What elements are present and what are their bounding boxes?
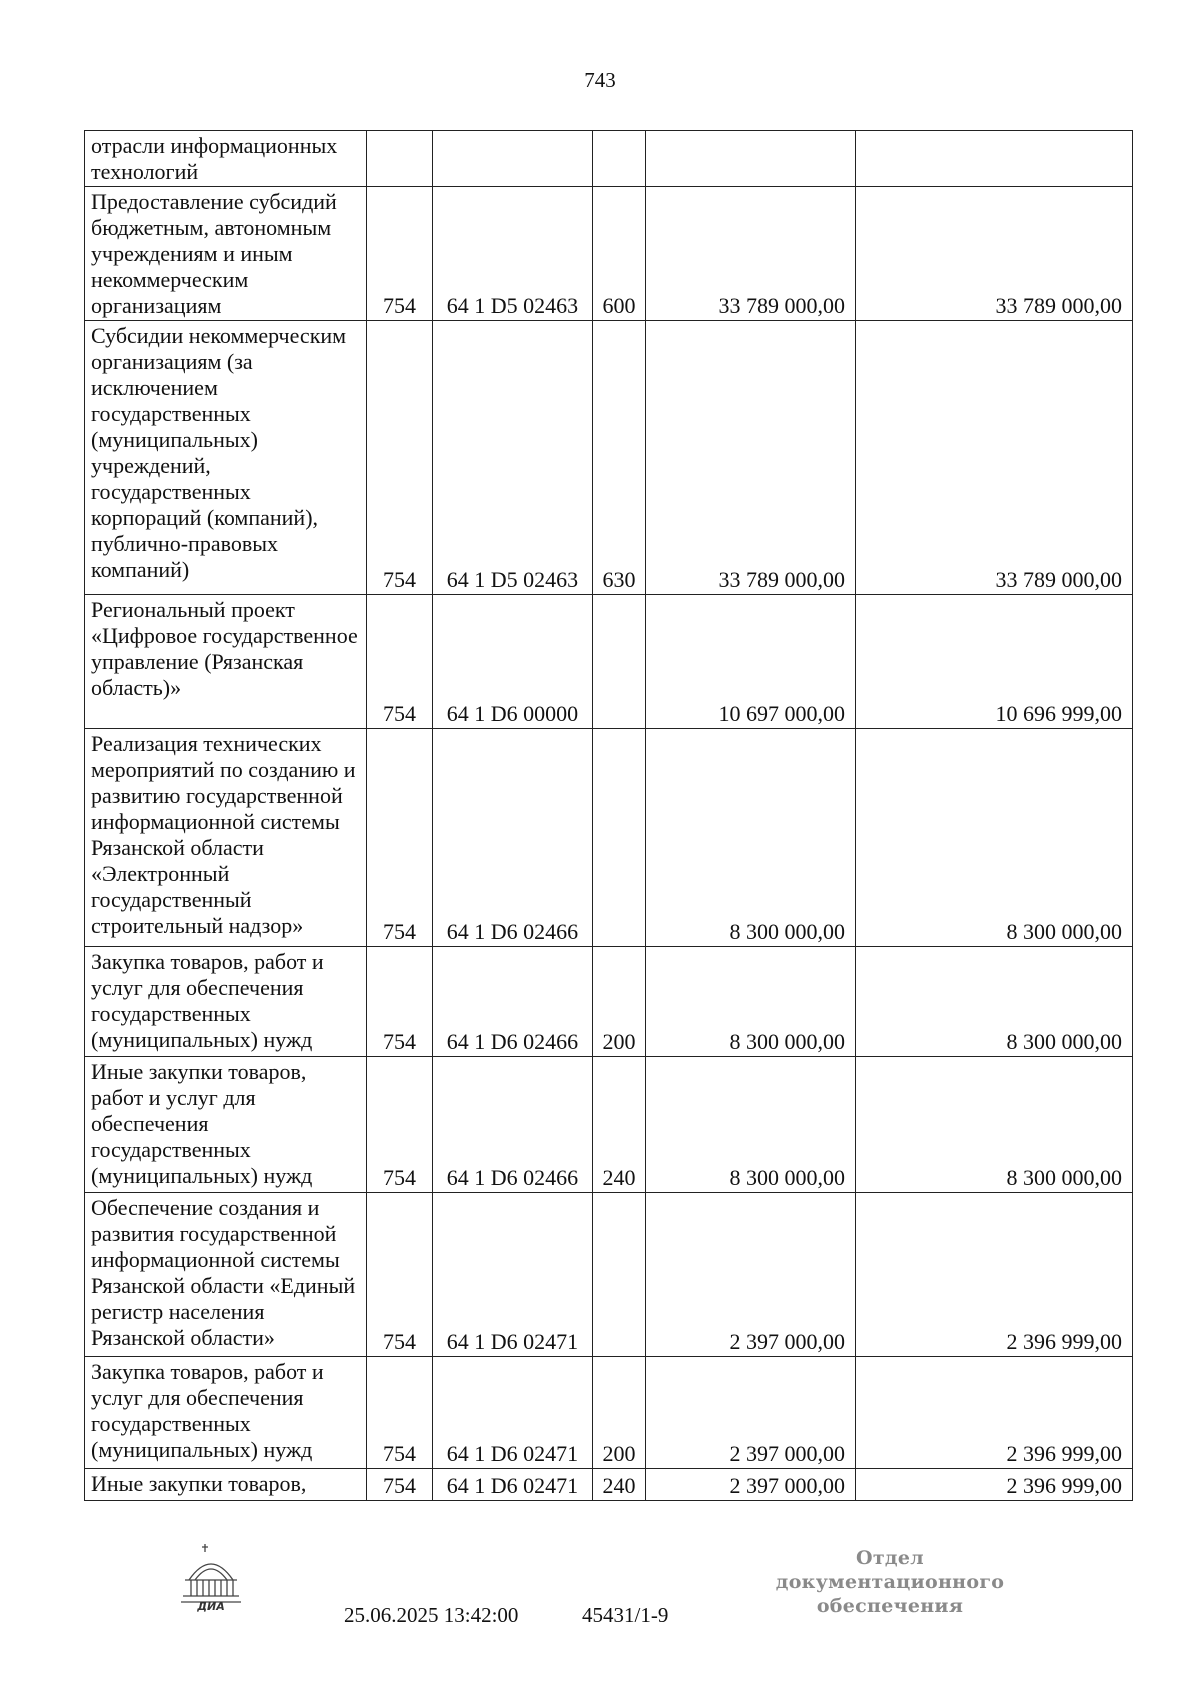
- budget-table: [84, 130, 1133, 1501]
- dia-logo-icon: [175, 1540, 247, 1612]
- row-type: 240: [593, 1057, 646, 1193]
- row-sum-1: 10 697 000,00: [646, 595, 856, 729]
- row-target: 64 1 D6 02466: [433, 1057, 593, 1193]
- page-number: 743: [584, 68, 616, 92]
- row-sum-2: 8 300 000,00: [856, 947, 1133, 1057]
- table-row: [85, 131, 1133, 187]
- row-target: 64 1 D6 02466: [433, 947, 593, 1057]
- row-sum-2: 2 396 999,00: [856, 1193, 1133, 1357]
- row-code: 754: [367, 321, 433, 595]
- row-sum-1: 8 300 000,00: [646, 947, 856, 1057]
- row-target: 64 1 D5 02463: [433, 321, 593, 595]
- row-type: [593, 595, 646, 729]
- row-type: 600: [593, 187, 646, 321]
- row-sum-2: 33 789 000,00: [856, 187, 1133, 321]
- row-type: 200: [593, 947, 646, 1057]
- row-sum-2: [856, 131, 1133, 187]
- row-sum-2: 2 396 999,00: [856, 1357, 1133, 1469]
- row-name: Закупка товаров, работ и услуг для обеспечения государственных (муниципальных) нужд: [85, 947, 367, 1057]
- row-sum-1: 2 397 000,00: [646, 1193, 856, 1357]
- row-target: [433, 131, 593, 187]
- row-sum-1: 33 789 000,00: [646, 187, 856, 321]
- row-sum-2: 33 789 000,00: [856, 321, 1133, 595]
- row-sum-1: 33 789 000,00: [646, 321, 856, 595]
- table-row: [85, 947, 1133, 1057]
- table-row: [85, 595, 1133, 729]
- table-row: [85, 1469, 1133, 1501]
- table-row: [85, 1193, 1133, 1357]
- footer-datetime: 25.06.2025 13:42:00: [344, 1603, 519, 1627]
- row-sum-2: 10 696 999,00: [856, 595, 1133, 729]
- table-row: [85, 321, 1133, 595]
- row-name: Субсидии некоммерческим организациям (за исключением государственных (муниципальных) учреждений, государственных корпораций (компаний), публично-правовых компаний): [85, 321, 367, 595]
- row-code: 754: [367, 1357, 433, 1469]
- department-stamp: [755, 1546, 1025, 1618]
- row-type: 630: [593, 321, 646, 595]
- table-row: [85, 1357, 1133, 1469]
- row-target: 64 1 D6 02471: [433, 1469, 593, 1501]
- row-type: [593, 1193, 646, 1357]
- row-code: 754: [367, 187, 433, 321]
- footer-doc-number: 45431/1-9: [582, 1603, 669, 1627]
- row-name: Иные закупки товаров, работ и услуг для обеспечения государственных (муниципальных) нужд: [85, 1057, 367, 1193]
- row-sum-1: [646, 131, 856, 187]
- row-target: 64 1 D6 00000: [433, 595, 593, 729]
- row-target: 64 1 D5 02463: [433, 187, 593, 321]
- row-name: Обеспечение создания и развития государственной информационной системы Рязанской области «Единый регистр населения Рязанской области»: [85, 1193, 367, 1357]
- row-target: 64 1 D6 02466: [433, 729, 593, 947]
- row-sum-2: 8 300 000,00: [856, 1057, 1133, 1193]
- row-code: 754: [367, 1193, 433, 1357]
- row-sum-1: 2 397 000,00: [646, 1469, 856, 1501]
- row-code: 754: [367, 1057, 433, 1193]
- row-sum-2: 8 300 000,00: [856, 729, 1133, 947]
- row-code: 754: [367, 595, 433, 729]
- row-sum-1: 8 300 000,00: [646, 1057, 856, 1193]
- row-code: 754: [367, 947, 433, 1057]
- row-target: 64 1 D6 02471: [433, 1357, 593, 1469]
- row-code: 754: [367, 729, 433, 947]
- row-type: [593, 131, 646, 187]
- row-target: 64 1 D6 02471: [433, 1193, 593, 1357]
- row-code: 754: [367, 1469, 433, 1501]
- table-row: [85, 187, 1133, 321]
- row-name: Предоставление субсидий бюджетным, автономным учреждениям и иным некоммерческим организациям: [85, 187, 367, 321]
- row-name: Иные закупки товаров,: [85, 1469, 367, 1501]
- table-row: [85, 1057, 1133, 1193]
- row-type: 200: [593, 1357, 646, 1469]
- dia-logo-text: ДИА: [197, 1600, 225, 1612]
- row-sum-1: 2 397 000,00: [646, 1357, 856, 1469]
- table-row: [85, 729, 1133, 947]
- row-code: [367, 131, 433, 187]
- row-name: Региональный проект «Цифровое государственное управление (Рязанская область)»: [85, 595, 367, 729]
- row-name: Реализация технических мероприятий по созданию и развитию государственной информационной системы Рязанской области «Электронный государственный строительный надзор»: [85, 729, 367, 947]
- row-sum-2: 2 396 999,00: [856, 1469, 1133, 1501]
- department-stamp-line1: Отдел документационного: [775, 1547, 1005, 1593]
- row-type: 240: [593, 1469, 646, 1501]
- row-sum-1: 8 300 000,00: [646, 729, 856, 947]
- row-name: отрасли информационных технологий: [85, 131, 367, 187]
- department-stamp-line2: обеспечения: [816, 1595, 964, 1617]
- row-name: Закупка товаров, работ и услуг для обеспечения государственных (муниципальных) нужд: [85, 1357, 367, 1469]
- row-type: [593, 729, 646, 947]
